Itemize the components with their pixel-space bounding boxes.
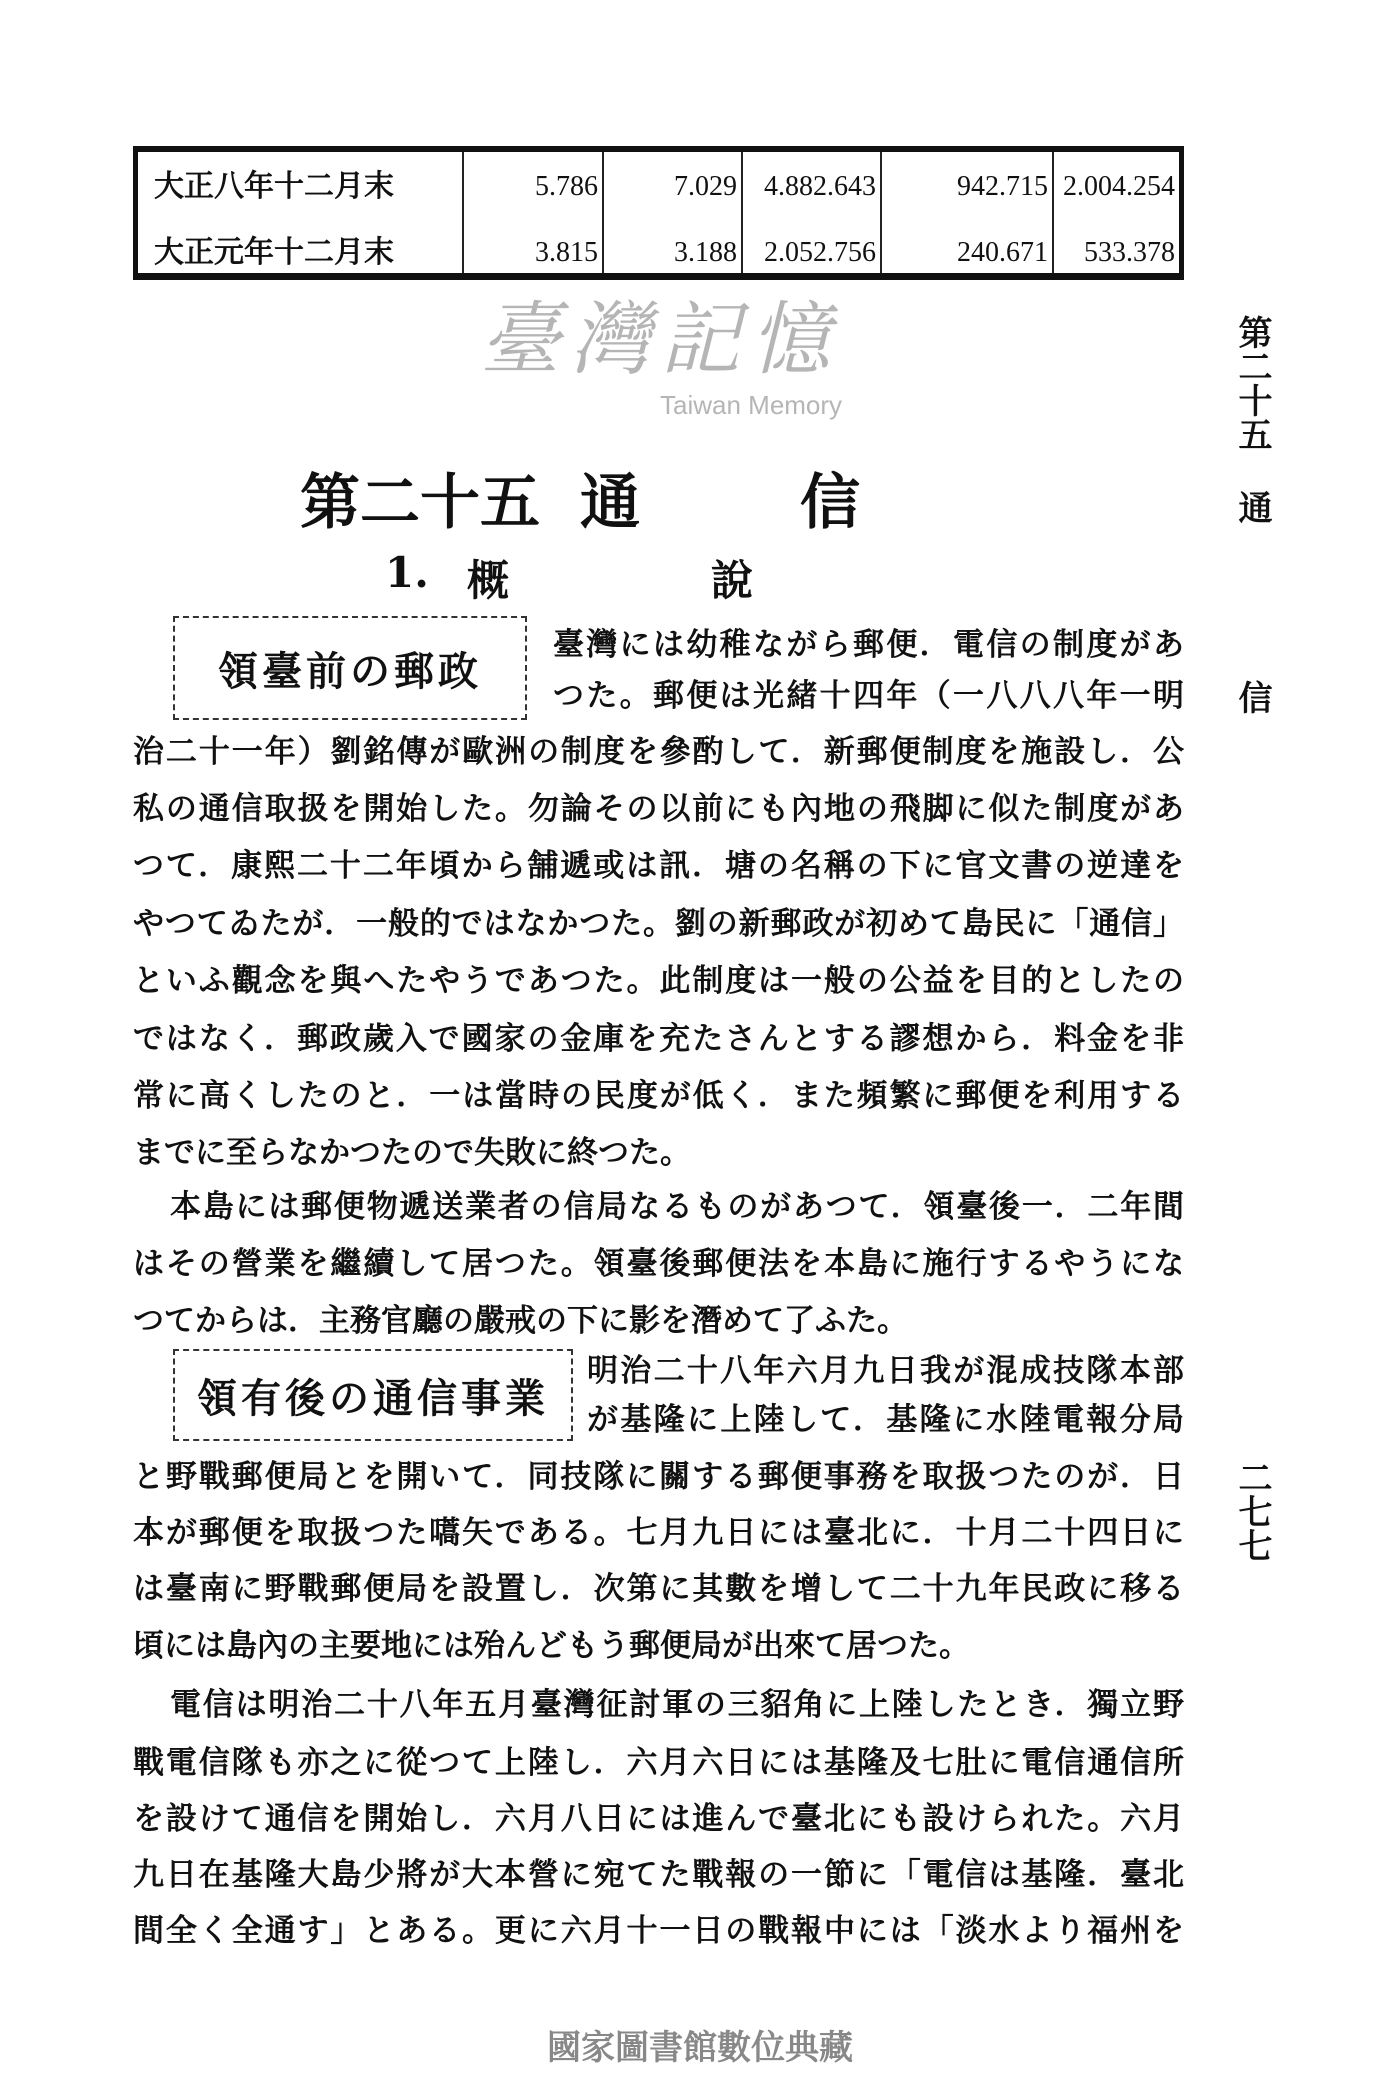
text-line: 私の通信取扱を開始した。勿論その以前にも內地の飛脚に似た制度があ	[133, 791, 1184, 827]
text-line: 常に高くしたのと．一は當時の民度が低く．また頻繁に郵便を利用する	[133, 1078, 1184, 1114]
table-cell: 5.786	[535, 171, 598, 202]
table-cell: 3.815	[535, 237, 598, 268]
text-line: 戰電信隊も亦之に從つて上陸し．六月六日には基隆及七肚に電信通信所	[133, 1745, 1184, 1781]
table-cell: 2.004.254	[1063, 171, 1175, 202]
watermark-title: 臺灣記憶	[480, 293, 840, 386]
table-column-divider	[1052, 152, 1054, 273]
text-line: までに至らなかつたので失敗に終つた。	[133, 1135, 691, 1171]
chapter-title	[300, 455, 870, 538]
text-line: 臺灣には幼稚ながら郵便．電信の制度があ	[553, 627, 1184, 663]
chapter-word-2: 信	[800, 468, 860, 538]
section-word-1: 概	[467, 556, 510, 605]
margin-char-1: 通	[1232, 490, 1272, 524]
text-line: 九日在基隆大島少將が大本營に宛てた戰報の一節に「電信は基隆．臺北	[133, 1857, 1184, 1893]
text-line: つてからは．主務官廳の嚴戒の下に影を潛めて了ふた。	[133, 1303, 908, 1339]
margin-char-2: 信	[1232, 680, 1272, 714]
section-heading	[385, 548, 765, 605]
text-line: を設けて通信を開始し．六月八日には進んで臺北にも設けられた。六月	[133, 1801, 1184, 1837]
statistics-table	[133, 146, 1184, 280]
table-cell: 533.378	[1084, 237, 1175, 268]
text-line: 本が郵便を取扱つた嚆矢である。七月九日には臺北に．十月二十四日に	[133, 1515, 1184, 1551]
table-cell: 2.052.756	[764, 237, 876, 268]
table-column-divider	[462, 152, 464, 273]
chapter-word-1: 通	[580, 468, 640, 538]
table-column-divider	[741, 152, 743, 273]
text-line: は臺南に野戰郵便局を設置し．次第に其數を增して二十九年民政に移る	[133, 1571, 1184, 1607]
table-row-label: 大正八年十二月末	[154, 169, 394, 204]
table-cell: 4.882.643	[764, 171, 876, 202]
table-row-label: 大正元年十二月末	[154, 235, 394, 270]
table-column-divider	[880, 152, 882, 273]
text-line: つて．康熙二十二年頃から舗遞或は訊．塘の名稱の下に官文書の逆達を	[133, 848, 1184, 884]
chapter-number: 第二十五	[300, 468, 540, 538]
footer-library-credit: 國家圖書館數位典藏	[547, 2028, 853, 2068]
text-line: ではなく．郵政歲入で國家の金庫を充たさんとする謬想から．料金を非	[133, 1021, 1184, 1057]
table-cell: 7.029	[674, 171, 737, 202]
text-line: 明治二十八年六月九日我が混成技隊本部	[587, 1353, 1184, 1389]
watermark-subtitle: Taiwan Memory	[660, 390, 843, 420]
text-line: 電信は明治二十八年五月臺灣征討軍の三貂角に上陸したとき．獨立野	[170, 1687, 1184, 1723]
text-line: つた。郵便は光緒十四年（一八八八年一明	[553, 678, 1184, 714]
text-line: はその營業を繼續して居つた。領臺後郵便法を本島に施行するやうにな	[133, 1246, 1184, 1282]
text-line: やつてゐたが．一般的ではなかつた。劉の新郵政が初めて島民に「通信」	[133, 906, 1184, 942]
margin-chapter: 第二十五	[1232, 315, 1272, 451]
sidebox-pre-occupation-postal: 領臺前の郵政	[173, 616, 527, 720]
page-number: 二七七	[1232, 1460, 1272, 1562]
table-cell: 3.188	[674, 237, 737, 268]
text-line: といふ觀念を與へたやうであつた。此制度は一般の公益を目的としたの	[133, 963, 1184, 999]
section-number: 1.	[385, 548, 429, 597]
table-cell: 240.671	[957, 237, 1048, 268]
text-line: が基隆に上陸して．基隆に水陸電報分局	[587, 1402, 1184, 1438]
table-cell: 942.715	[957, 171, 1048, 202]
sidebox-post-occupation-communications: 領有後の通信事業	[173, 1349, 573, 1441]
text-line: 間全く全通す」とある。更に六月十一日の戰報中には「淡水より福州を	[133, 1913, 1184, 1949]
text-line: 本島には郵便物遞送業者の信局なるものがあつて．領臺後一．二年間	[170, 1189, 1184, 1225]
table-column-divider	[602, 152, 604, 273]
section-word-2: 說	[711, 556, 754, 605]
watermark	[480, 292, 920, 432]
text-line: 治二十一年）劉銘傳が歐洲の制度を參酌して．新郵便制度を施設し．公	[133, 734, 1184, 770]
text-line: 頃には島內の主要地には殆んどもう郵便局が出來て居つた。	[133, 1628, 970, 1664]
text-line: と野戰郵便局とを開いて．同技隊に關する郵便事務を取扱つたのが．日	[133, 1459, 1184, 1495]
